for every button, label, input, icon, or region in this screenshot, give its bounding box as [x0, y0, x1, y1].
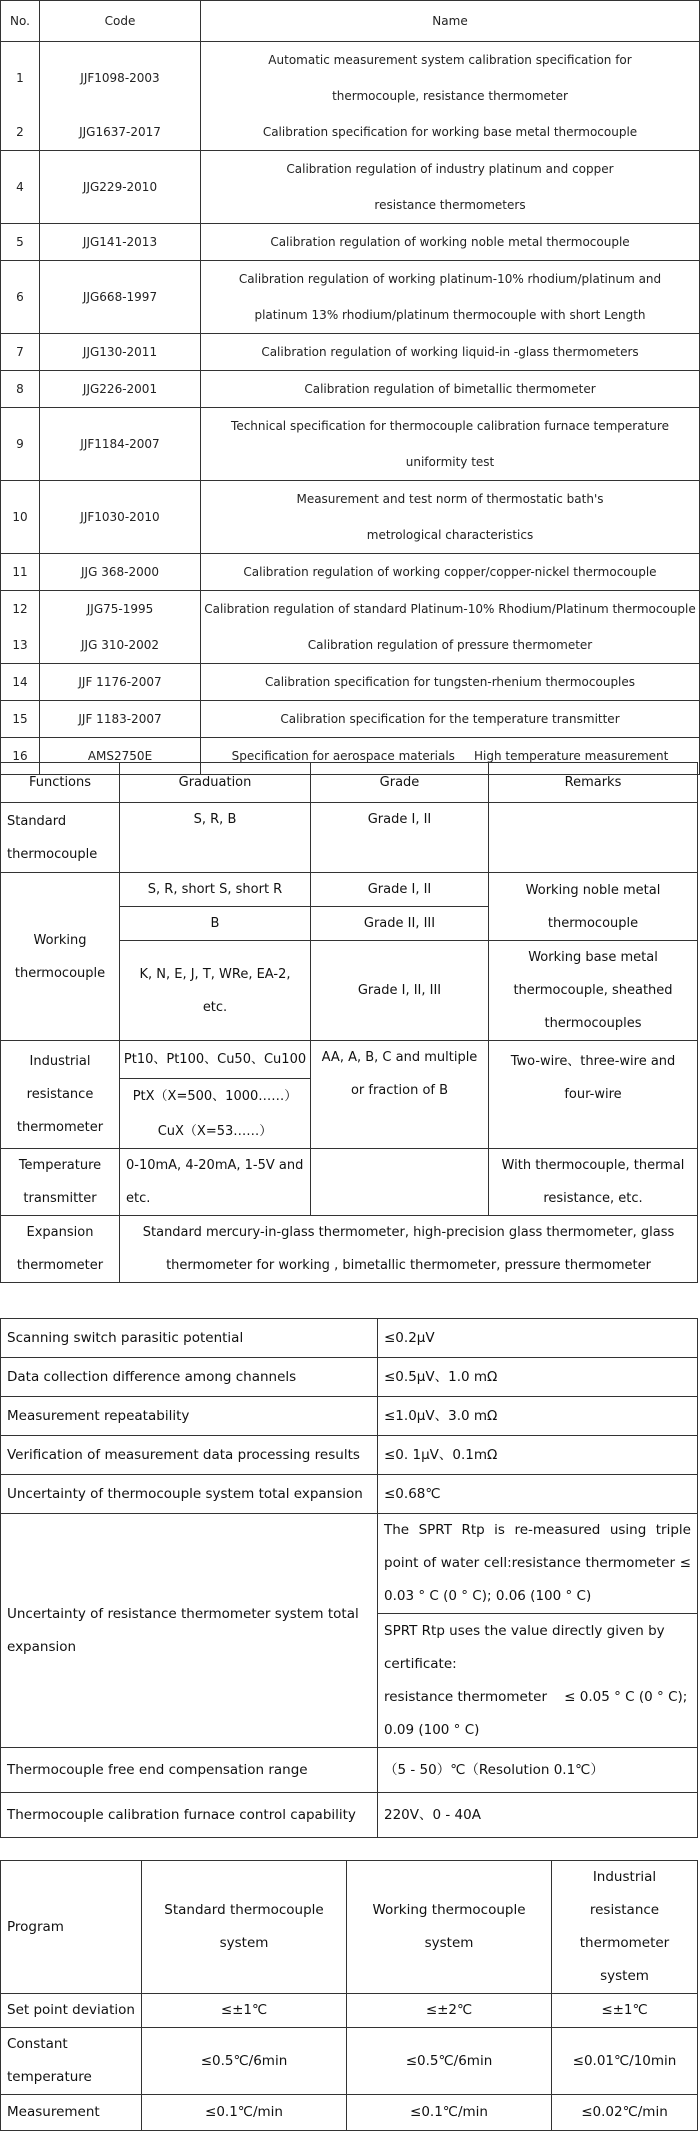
- spec-value: ≤0.2μV: [378, 1319, 698, 1358]
- cell-code: JJF1184-2007: [40, 408, 201, 481]
- cell-graduation: S, R, short S, short R: [120, 873, 311, 907]
- cell-name: Automatic measurement system calibration specification for thermocouple, resistance thermometer: [201, 42, 700, 115]
- spec-value: [378, 1614, 698, 1748]
- program-value: ≤±2℃: [347, 1994, 552, 2028]
- cell-name: Calibration regulation of working liquid-in -glass thermometers: [201, 334, 700, 371]
- program-value: ≤±1℃: [552, 1994, 698, 2028]
- cell-name: Calibration regulation of bimetallic thermometer: [201, 371, 700, 408]
- spec-value: The SPRT Rtp is re-measured using triple point of water cell:resistance thermometer ≤ 0.03 ° C (0 ° C); 0.06 (100 ° C): [378, 1514, 698, 1614]
- program-label: Constant temperature: [1, 2028, 142, 2095]
- cell-no: 14: [1, 664, 40, 701]
- cell-code: JJF 1183-2007: [40, 701, 201, 738]
- cell-no: 1: [1, 42, 40, 115]
- header-code: Code: [40, 1, 201, 42]
- program-table: [0, 1860, 698, 2131]
- header-name: Name: [201, 1, 700, 42]
- table-row: [1, 1994, 698, 2028]
- cell-no: 4: [1, 151, 40, 224]
- header-no: No.: [1, 1, 40, 42]
- header-graduation: Graduation: [120, 763, 311, 803]
- cell-name: Calibration regulation of working platinum-10% rhodium/platinum and platinum 13% rhodium/platinum thermocouple with short Length: [201, 261, 700, 334]
- spec-label: Scanning switch parasitic potential: [1, 1319, 378, 1358]
- table-row: [1, 2028, 698, 2095]
- table-row: [1, 1514, 698, 1614]
- cell-code: JJG668-1997: [40, 261, 201, 334]
- table-row: [1, 42, 700, 115]
- cell-no: 15: [1, 701, 40, 738]
- spec-label: Thermocouple calibration furnace control capability: [1, 1793, 378, 1838]
- spec-value-line: resistance thermometer ≤ 0.05 ° C (0 ° C); 0.09 (100 ° C): [384, 1688, 692, 1738]
- spec-label: Thermocouple free end compensation range: [1, 1748, 378, 1793]
- table-row: [1, 1436, 698, 1475]
- cell-name: Calibration specification for the temperature transmitter: [201, 701, 700, 738]
- cell-remarks: Working base metal thermocouple, sheathed thermocouples: [489, 941, 698, 1041]
- cell-no: 6: [1, 261, 40, 334]
- cell-graduation: S, R, B: [120, 803, 311, 873]
- cell-code: JJF1030-2010: [40, 481, 201, 554]
- program-value: ≤0.5℃/6min: [347, 2028, 552, 2095]
- table-row: [1, 664, 700, 701]
- header-standard-system: Standard thermocouple system: [142, 1861, 347, 1994]
- cell-code: AMS2750E: [40, 738, 201, 775]
- cell-function: Working thermocouple: [1, 873, 120, 1041]
- table-row: [1, 371, 700, 408]
- cell-no: 16: [1, 738, 40, 775]
- spec-label: Measurement repeatability: [1, 1397, 378, 1436]
- cell-remarks: With thermocouple, thermal resistance, etc.: [489, 1148, 698, 1215]
- cell-name: Calibration regulation of working copper/copper-nickel thermocouple: [201, 554, 700, 591]
- table-row: [1, 873, 698, 907]
- cell-code: JJG 368-2000: [40, 554, 201, 591]
- cell-code: JJG130-2011: [40, 334, 201, 371]
- cell-function: Standard thermocouple: [1, 803, 120, 873]
- cell-grade: Grade I, II: [311, 873, 489, 907]
- program-value: ≤0.5℃/6min: [142, 2028, 347, 2095]
- spec-label: Uncertainty of resistance thermometer system total expansion: [1, 1514, 378, 1748]
- header-functions: Functions: [1, 763, 120, 803]
- table-row: [1, 1793, 698, 1838]
- cell-name: Calibration regulation of pressure thermometer: [201, 627, 700, 664]
- table-row: [1, 261, 700, 334]
- program-value: ≤0.02℃/min: [552, 2095, 698, 2131]
- table-row: [1, 481, 700, 554]
- table-row: [1, 334, 700, 371]
- table-row: [1, 591, 700, 628]
- cell-graduation: PtX（X=500、1000……）: [120, 1079, 311, 1115]
- table-row: [1, 1148, 698, 1215]
- cell-grade: AA, A, B, C and multiple or fraction of B: [311, 1041, 489, 1149]
- cell-graduation: 0-10mA, 4-20mA, 1-5V and etc.: [120, 1148, 311, 1215]
- spec-label: Verification of measurement data processing results: [1, 1436, 378, 1475]
- table-row: [1, 701, 700, 738]
- table-header-row: [1, 1861, 698, 1994]
- cell-no: 8: [1, 371, 40, 408]
- spec-label: Data collection difference among channels: [1, 1358, 378, 1397]
- standards-table: [0, 0, 700, 775]
- cell-no: 13: [1, 627, 40, 664]
- cell-name: Calibration regulation of industry platinum and copper resistance thermometers: [201, 151, 700, 224]
- cell-code: JJF1098-2003: [40, 42, 201, 115]
- header-remarks: Remarks: [489, 763, 698, 803]
- cell-remarks: Two-wire、three-wire and four-wire: [489, 1041, 698, 1149]
- cell-name: Measurement and test norm of thermostatic bath's metrological characteristics: [201, 481, 700, 554]
- specifications-table: [0, 1318, 698, 1838]
- cell-name: Technical specification for thermocouple calibration furnace temperature uniformity test: [201, 408, 700, 481]
- table-row: [1, 114, 700, 151]
- table-header-row: [1, 763, 698, 803]
- cell-name: Calibration regulation of standard Platinum-10% Rhodium/Platinum thermocouple: [201, 591, 700, 628]
- cell-remarks: [489, 803, 698, 873]
- spec-value: ≤0.68℃: [378, 1475, 698, 1514]
- cell-code: JJG141-2013: [40, 224, 201, 261]
- table-row: [1, 1041, 698, 1079]
- program-value: ≤0.01℃/10min: [552, 2028, 698, 2095]
- table-row: [1, 803, 698, 873]
- table-row: [1, 1475, 698, 1514]
- table-row: [1, 1215, 698, 1282]
- cell-graduation: B: [120, 907, 311, 941]
- table-row: [1, 1319, 698, 1358]
- cell-function: Expansion thermometer: [1, 1215, 120, 1282]
- cell-no: 11: [1, 554, 40, 591]
- cell-grade: Grade I, II: [311, 803, 489, 873]
- functions-table: [0, 762, 698, 1283]
- table-row: [1, 627, 700, 664]
- cell-no: 7: [1, 334, 40, 371]
- cell-code: JJG226-2001: [40, 371, 201, 408]
- cell-function: Temperature transmitter: [1, 1148, 120, 1215]
- table-row: [1, 1358, 698, 1397]
- cell-graduation: Pt10、Pt100、Cu50、Cu100: [120, 1041, 311, 1079]
- cell-code: JJG229-2010: [40, 151, 201, 224]
- cell-no: 10: [1, 481, 40, 554]
- cell-grade: Grade I, II, III: [311, 941, 489, 1041]
- table-row: [1, 1748, 698, 1793]
- cell-no: 12: [1, 591, 40, 628]
- cell-no: 5: [1, 224, 40, 261]
- cell-name: Specification for aerospace materials High temperature measurement: [201, 738, 700, 775]
- program-label: Set point deviation: [1, 1994, 142, 2028]
- cell-grade: [311, 1148, 489, 1215]
- table-row: [1, 408, 700, 481]
- cell-graduation: K, N, E, J, T, WRe, EA-2, etc.: [120, 941, 311, 1041]
- program-value: ≤0.1℃/min: [142, 2095, 347, 2131]
- table-row: [1, 1397, 698, 1436]
- cell-no: 9: [1, 408, 40, 481]
- cell-function: Industrial resistance thermometer: [1, 1041, 120, 1149]
- spec-value-line: SPRT Rtp uses the value directly given by certificate:: [384, 1622, 665, 1672]
- spec-value: ≤0. 1μV、0.1mΩ: [378, 1436, 698, 1475]
- cell-code: JJG1637-2017: [40, 114, 201, 151]
- cell-name: Calibration specification for tungsten-rhenium thermocouples: [201, 664, 700, 701]
- table-row: [1, 224, 700, 261]
- spec-label: Uncertainty of thermocouple system total expansion: [1, 1475, 378, 1514]
- table-row: [1, 554, 700, 591]
- table-header-row: [1, 1, 700, 42]
- header-grade: Grade: [311, 763, 489, 803]
- header-industrial-system: Industrial resistance thermometer system: [552, 1861, 698, 1994]
- program-value: ≤±1℃: [142, 1994, 347, 2028]
- cell-expansion-text: Standard mercury-in-glass thermometer, high-precision glass thermometer, glass thermometer for working , bimetallic thermometer, pressure thermometer: [120, 1215, 698, 1282]
- cell-name: Calibration regulation of working noble metal thermocouple: [201, 224, 700, 261]
- cell-code: JJG 310-2002: [40, 627, 201, 664]
- cell-graduation: CuX（X=53……）: [120, 1115, 311, 1149]
- program-label: Measurement: [1, 2095, 142, 2131]
- spec-value: 220V、0 - 40A: [378, 1793, 698, 1838]
- cell-grade: Grade II, III: [311, 907, 489, 941]
- program-value: ≤0.1℃/min: [347, 2095, 552, 2131]
- header-program: Program: [1, 1861, 142, 1994]
- spec-value: ≤0.5μV、1.0 mΩ: [378, 1358, 698, 1397]
- cell-code: JJG75-1995: [40, 591, 201, 628]
- cell-code: JJF 1176-2007: [40, 664, 201, 701]
- cell-name: Calibration specification for working base metal thermocouple: [201, 114, 700, 151]
- cell-remarks: Working noble metal thermocouple: [489, 873, 698, 941]
- table-row: [1, 151, 700, 224]
- spec-value: ≤1.0μV、3.0 mΩ: [378, 1397, 698, 1436]
- spec-value: （5 - 50）℃（Resolution 0.1℃）: [378, 1748, 698, 1793]
- cell-no: 2: [1, 114, 40, 151]
- header-working-system: Working thermocouple system: [347, 1861, 552, 1994]
